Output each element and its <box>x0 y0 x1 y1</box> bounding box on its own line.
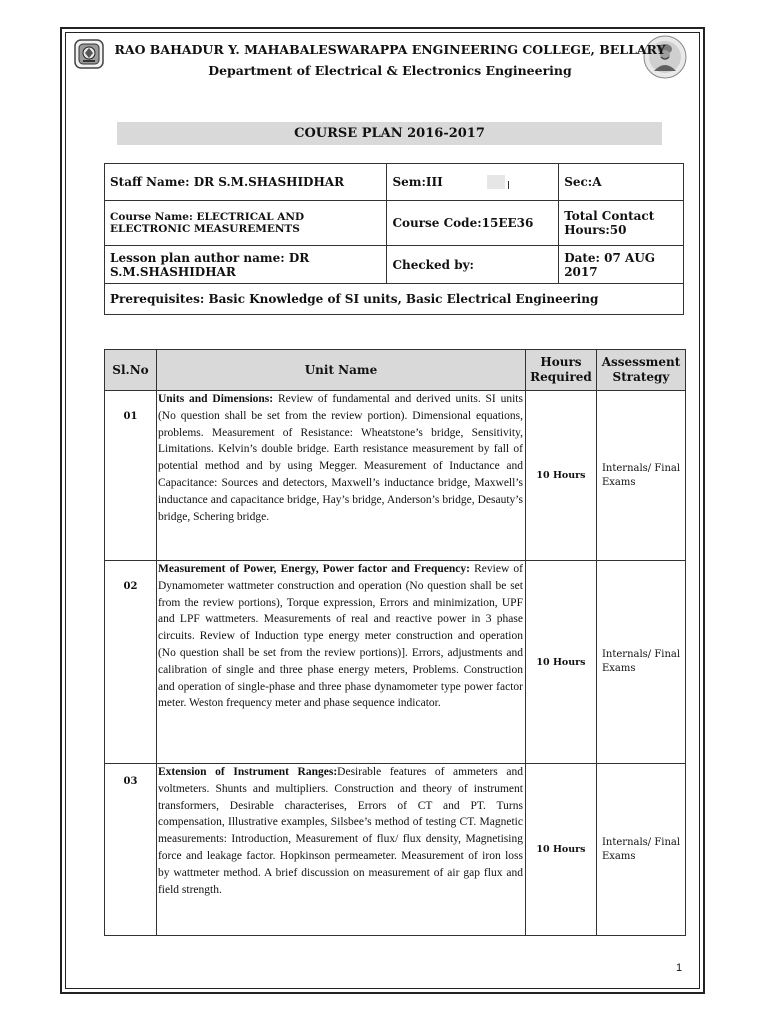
course-info-table <box>104 163 684 315</box>
staff-name: Staff Name: DR S.M.SHASHIDHAR <box>105 164 387 201</box>
college-name: RAO BAHADUR Y. MAHABALESWARAPPA ENGINEERING COLLEGE, BELLARY <box>114 42 666 57</box>
lesson-plan-author: Lesson plan author name: DR S.M.SHASHIDHAR <box>105 246 387 284</box>
page-number: 1 <box>676 962 683 974</box>
header-hours-required: Hours Required <box>525 350 596 391</box>
semester-cell <box>387 164 559 201</box>
tick-mark <box>508 181 509 189</box>
prerequisites: Prerequisites: Basic Knowledge of SI units, Basic Electrical Engineering <box>105 284 684 315</box>
course-code: Course Code:15EE36 <box>387 201 559 246</box>
plan-date: Date: 07 AUG 2017 <box>559 246 684 284</box>
unit-body: Review of fundamental and derived units. SI units (No question shall be set from the review portion). Dimensional equations, problems. Measurement of Resistance: Wheatstone’s bridge, Sensitivity, Limitations. Kelvin’s double bridge. Earth resistance measurement by fall of potential method and by using Megger. Measurement of Inductance and Capacitance: Sources and detectors, Maxwell’s inductance bridge, Maxwell’s inductance and capacitance bridge, Hay’s bridge, Anderson’s bridge, Desauty’s bridge, Schering bridge. <box>157 393 523 523</box>
course-plan-title: COURSE PLAN 2016-2017 <box>117 122 662 145</box>
assessment-strategy: Internals/ Final Exams <box>596 391 685 561</box>
course-name: Course Name: ELECTRICAL AND ELECTRONIC MEASUREMENTS <box>105 201 387 246</box>
unit-description <box>156 561 525 764</box>
unit-body: Review of Dynamometer wattmeter construction and operation (No question shall be set from the review portions), Torque expression, Errors and minimization, UPF and LPF wattmeters. Measurements of real and reactive power in 3 phase circuits. Review of Induction type energy meter construction and operation (No question shall be set from the review portions)]. Errors, adjustments and calibration of single and three phase energy meters, Problems. Construction and operation of single-phase and three phase dynamometer type power factor meter. Weston frequency meter and phase sequence indicator. <box>157 563 523 710</box>
hours-required: 10 Hours <box>525 764 596 936</box>
unit-title: Units and Dimensions: <box>157 393 274 405</box>
hours-required: 10 Hours <box>525 561 596 764</box>
units-table <box>104 349 686 936</box>
header-unit-name: Unit Name <box>156 350 525 391</box>
unit-body: Desirable features of ammeters and voltmeters. Shunts and multipliers. Construction and theory of instrument transformers, Desirable characterises, Errors of CT and PT. Turns compensation, Illustrative examples, Silsbee’s method of testing CT. Magnetic measurements: Introduction, Measurement of flux/ flux density, Magnetising force and leakage factor. Hopkinson permeameter. Measurement of iron loss by wattmeter method. A brief discussion on measurement of air gap flux and field strength. <box>157 766 523 896</box>
header-assessment-strategy: Assessment Strategy <box>596 350 685 391</box>
shaded-mark <box>487 175 505 189</box>
row-sl-no: 03 <box>105 764 157 936</box>
hours-required: 10 Hours <box>525 391 596 561</box>
unit-description <box>156 391 525 561</box>
table-row <box>105 391 686 561</box>
college-emblem-icon <box>74 39 104 69</box>
table-row <box>105 764 686 936</box>
info-row <box>105 201 684 246</box>
info-row <box>105 284 684 315</box>
table-row <box>105 561 686 764</box>
semester: Sem:III <box>392 174 443 189</box>
info-row <box>105 164 684 201</box>
assessment-strategy: Internals/ Final Exams <box>596 561 685 764</box>
section: Sec:A <box>559 164 684 201</box>
table-header-row <box>105 350 686 391</box>
assessment-strategy: Internals/ Final Exams <box>596 764 685 936</box>
unit-title: Extension of Instrument Ranges: <box>157 766 338 778</box>
row-sl-no: 01 <box>105 391 157 561</box>
department-name: Department of Electrical & Electronics Engineering <box>208 63 572 78</box>
unit-description <box>156 764 525 936</box>
info-row <box>105 246 684 284</box>
unit-title: Measurement of Power, Energy, Power factor and Frequency: <box>157 563 470 575</box>
header-sl-no: Sl.No <box>105 350 157 391</box>
checked-by: Checked by: <box>387 246 559 284</box>
total-contact-hours: Total Contact Hours:50 <box>559 201 684 246</box>
row-sl-no: 02 <box>105 561 157 764</box>
